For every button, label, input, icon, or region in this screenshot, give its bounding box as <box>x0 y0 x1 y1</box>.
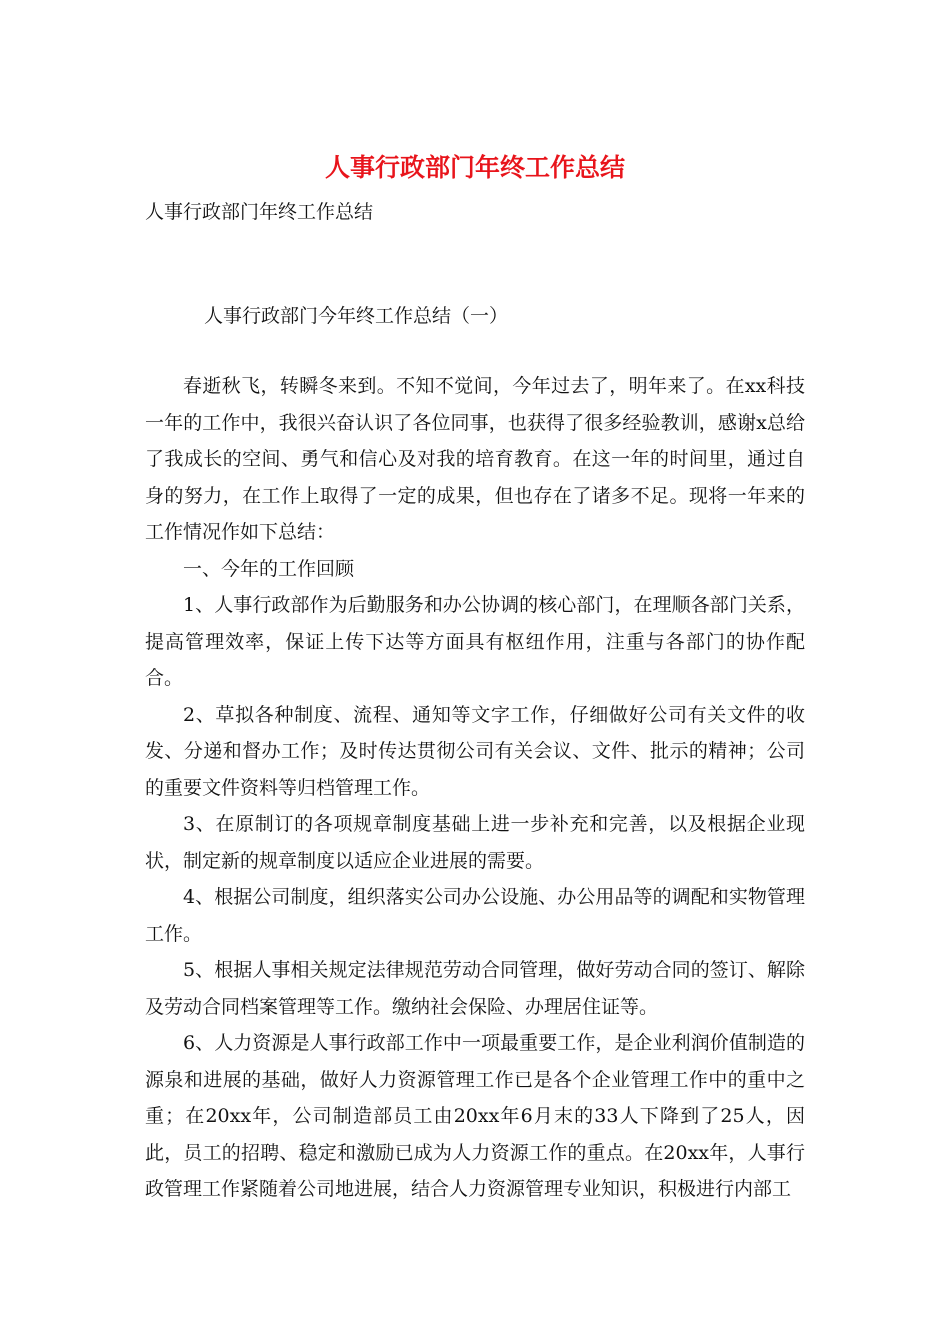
paragraph-item-6: 6、人力资源是人事行政部工作中一项最重要工作，是企业利润价值制造的源泉和进展的基础，做好人力资源管理工作已是各个企业管理工作中的重中之重；在20xx年，公司制造部员工由20xx年6月末的33人下降到了25人，因此，员工的招聘、稳定和激励已成为人力资源工作的重点。在20xx年，人事行政管理工作紧随着公司地进展，结合人力资源管理专业知识，积极进行内部工 <box>145 1032 805 1200</box>
document-title: 人事行政部门年终工作总结 <box>324 153 625 182</box>
paragraph-intro: 春逝秋飞，转瞬冬来到。不知不觉间，今年过去了，明年来了。在xx科技一年的工作中，我很兴奋认识了各位同事，也获得了很多经验教训，感谢x总给了我成长的空间、勇气和信心及对我的培育教育。在这一年的时间里，通过自身的努力，在工作上取得了一定的成果，但也存在了诸多不足。现将一年来的工作情况作如下总结： <box>145 375 805 543</box>
paragraph-heading-review: 一、今年的工作回顾 <box>183 557 355 580</box>
paragraph-item-3: 3、在原制订的各项规章制度基础上进一步补充和完善，以及根据企业现状，制定新的规章制度以适应企业进展的需要。 <box>145 813 805 872</box>
paragraph-item-2: 2、草拟各种制度、流程、通知等文字工作，仔细做好公司有关文件的收发、分递和督办工作；及时传达贯彻公司有关会议、文件、批示的精神；公司的重要文件资料等归档管理工作。 <box>145 703 805 799</box>
paragraph-item-5: 5、根据人事相关规定法律规范劳动合同管理，做好劳动合同的签订、解除及劳动合同档案管理等工作。缴纳社会保险、办理居住证等。 <box>145 959 805 1018</box>
paragraph-item-4: 4、根据公司制度，组织落实公司办公设施、办公用品等的调配和实物管理工作。 <box>145 886 805 945</box>
document-body <box>145 368 805 1208</box>
paragraph-item-1: 1、人事行政部作为后勤服务和办公协调的核心部门，在理顺各部门关系，提高管理效率，保证上传下达等方面具有枢纽作用，注重与各部门的协作配合。 <box>145 594 805 689</box>
document-subtitle: 人事行政部门年终工作总结 <box>145 201 374 223</box>
section-heading: 人事行政部门今年终工作总结（一） <box>204 305 509 327</box>
